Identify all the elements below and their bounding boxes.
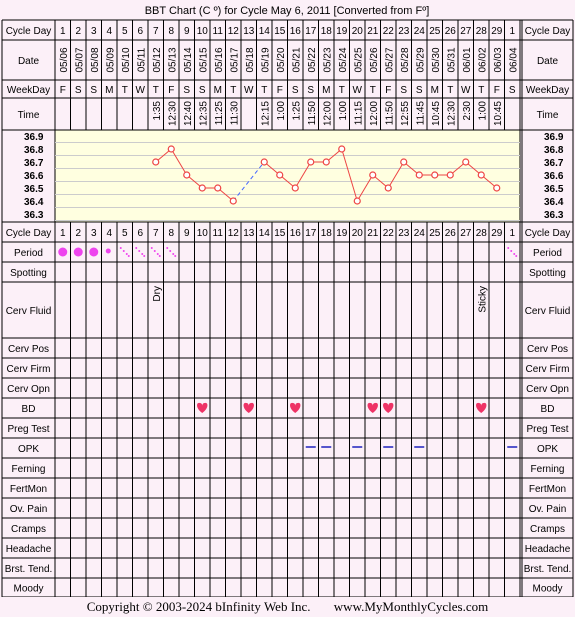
date-label: 05/19 xyxy=(260,47,272,73)
cycle-day-label: 21 xyxy=(367,228,379,239)
right-headache-label: Headache xyxy=(524,544,571,555)
temp-point xyxy=(292,185,298,191)
cycle-day-label: 22 xyxy=(382,26,394,37)
date-label: 06/03 xyxy=(492,47,504,73)
date-label: 05/22 xyxy=(306,47,318,73)
cycle-day-label: 25 xyxy=(429,26,441,37)
left-cycle-day-label: Cycle Day xyxy=(5,228,52,239)
cycle-day-label: 13 xyxy=(243,228,255,239)
date-label: 05/23 xyxy=(322,47,334,73)
time-label: 1:25 xyxy=(291,101,303,121)
time-label: 10:45 xyxy=(492,101,504,127)
cycle-day-label: 23 xyxy=(398,26,410,37)
period-spot-dot xyxy=(151,247,153,249)
left-brst-tend-label: Brst. Tend. xyxy=(4,564,53,575)
period-heavy-marker xyxy=(89,248,98,257)
weekday-label: W xyxy=(352,85,362,96)
cycle-day-label: 17 xyxy=(305,228,317,239)
right-moody-label: Moody xyxy=(532,583,563,595)
date-label: 05/30 xyxy=(430,47,442,73)
cycle-day-label: 29 xyxy=(491,26,503,37)
right-ov-pain-label: Ov. Pain xyxy=(528,504,567,515)
period-spot-dot xyxy=(159,255,161,257)
left-preg-test-label: Preg Test xyxy=(7,424,50,435)
cycle-day-label: 4 xyxy=(106,26,113,37)
temp-point xyxy=(215,185,221,191)
date-label: 05/09 xyxy=(105,47,117,73)
cycle-day-label: 17 xyxy=(305,26,317,37)
date-label: 05/31 xyxy=(446,47,458,73)
temp-point xyxy=(463,159,469,165)
cycle-day-label: 12 xyxy=(227,228,239,239)
cycle-day-label: 15 xyxy=(274,26,286,37)
period-spot-dot xyxy=(154,250,156,252)
date-label: 05/20 xyxy=(275,47,287,73)
chart-title: BBT Chart (C º) for Cycle May 6, 2011 [Converted from Fº] xyxy=(144,5,430,17)
cycle-day-label: 12 xyxy=(227,26,239,37)
time-label: 11:50 xyxy=(384,101,396,126)
weekday-label: M xyxy=(430,85,439,96)
cycle-day-label: 7 xyxy=(152,26,159,37)
temp-point xyxy=(199,185,205,191)
date-label: 06/04 xyxy=(508,47,520,73)
date-label: 06/01 xyxy=(461,47,473,73)
time-label: 12:15 xyxy=(260,101,272,127)
time-label: 1:00 xyxy=(275,101,287,121)
weekday-label: T xyxy=(447,85,454,96)
time-label: 11:45 xyxy=(415,101,427,126)
cycle-day-label: 19 xyxy=(336,228,348,239)
weekday-label: T xyxy=(121,85,128,96)
time-label: 12:55 xyxy=(399,101,411,127)
temp-tick-label: 36.4 xyxy=(544,197,564,208)
temp-tick-label: 36.3 xyxy=(24,210,44,221)
weekday-label: F xyxy=(59,85,66,96)
left-ov-pain-label: Ov. Pain xyxy=(9,504,48,515)
cycle-day-label: 5 xyxy=(121,228,128,239)
time-label: 12:00 xyxy=(368,101,380,127)
temp-tick-label: 36.7 xyxy=(544,158,564,169)
cycle-day-label: 9 xyxy=(183,26,190,37)
time-label: 11:15 xyxy=(353,101,365,126)
weekday-label: S xyxy=(400,85,408,96)
left-ferning-label: Ferning xyxy=(11,464,46,475)
cycle-day-label: 8 xyxy=(168,228,175,239)
weekday-label: S xyxy=(508,85,516,96)
temp-point xyxy=(385,185,391,191)
date-label: 05/15 xyxy=(198,47,210,73)
temp-point xyxy=(478,172,484,178)
temp-tick-label: 36.3 xyxy=(544,210,564,221)
weekday-label: W xyxy=(461,85,471,96)
cycle-day-label: 19 xyxy=(336,26,348,37)
left-spotting-label: Spotting xyxy=(10,268,47,279)
right-bd-label: BD xyxy=(540,404,555,415)
temp-tick-label: 36.5 xyxy=(24,184,44,195)
bd-heart-icon xyxy=(290,403,300,413)
cycle-day-label: 20 xyxy=(351,228,363,239)
temp-tick-label: 36.7 xyxy=(24,158,44,169)
cycle-day-label: 4 xyxy=(106,228,113,239)
cycle-day-label: 27 xyxy=(460,26,472,37)
temp-point xyxy=(153,159,159,165)
cycle-day-label: 7 xyxy=(152,228,159,239)
cycle-day-label: 6 xyxy=(137,26,144,37)
temp-tick-label: 36.9 xyxy=(544,132,564,143)
cycle-day-label: 10 xyxy=(196,228,208,239)
cycle-day-label: 24 xyxy=(413,228,425,239)
weekday-label: T xyxy=(261,85,268,96)
cycle-day-label: 9 xyxy=(183,228,190,239)
weekday-label: T xyxy=(338,85,345,96)
cycle-day-label: 5 xyxy=(121,26,128,37)
date-label: 05/26 xyxy=(368,47,380,73)
right-cerv-pos-label: Cerv Pos xyxy=(526,344,569,355)
temp-tick-label: 36.5 xyxy=(544,184,564,195)
right-spotting-label: Spotting xyxy=(529,268,566,279)
cycle-day-label: 6 xyxy=(137,228,144,239)
time-label: 1:35 xyxy=(151,101,163,121)
left-fertmon-label: FertMon xyxy=(9,484,48,495)
left-period-label: Period xyxy=(14,248,43,259)
date-label: 05/16 xyxy=(213,47,225,73)
time-label: 11:50 xyxy=(306,101,318,126)
right-opk-label: OPK xyxy=(536,444,559,455)
right-period-label: Period xyxy=(533,248,562,259)
cycle-day-label: 24 xyxy=(413,26,425,37)
time-label: 11:30 xyxy=(229,101,241,126)
temp-point xyxy=(432,172,438,178)
cycle-day-label: 18 xyxy=(320,26,332,37)
period-spot-dot xyxy=(507,247,509,249)
time-label: 10:45 xyxy=(430,101,442,127)
period-spot-dot xyxy=(169,250,171,252)
date-label: 05/08 xyxy=(89,47,101,73)
period-spot-dot xyxy=(123,250,125,252)
temp-point xyxy=(494,185,500,191)
weekday-label: S xyxy=(307,85,315,96)
weekday-label: S xyxy=(90,85,98,96)
cycle-day-label: 18 xyxy=(320,228,332,239)
cycle-day-label: 14 xyxy=(258,26,270,37)
cycle-day-label: 8 xyxy=(168,26,175,37)
time-label: 1:00 xyxy=(477,101,489,121)
time-label: 12:30 xyxy=(167,101,179,127)
right-cerv-firm-label: Cerv Firm xyxy=(525,364,570,375)
time-label: 12:30 xyxy=(446,101,458,127)
weekday-label: S xyxy=(183,85,191,96)
cycle-day-label: 20 xyxy=(351,26,363,37)
cerv-fluid-label: Dry xyxy=(151,286,163,302)
cycle-day-label: 1 xyxy=(509,228,516,239)
time-label: 12:00 xyxy=(322,101,334,127)
right-date-label: Date xyxy=(536,56,559,67)
date-label: 05/27 xyxy=(384,47,396,73)
left-weekday-label: WeekDay xyxy=(6,85,51,96)
cycle-day-label: 29 xyxy=(491,228,503,239)
time-label: 12:35 xyxy=(198,101,210,127)
period-spot-dot xyxy=(126,253,128,255)
bd-heart-icon xyxy=(383,403,393,413)
date-label: 05/10 xyxy=(120,47,132,73)
left-opk-label: OPK xyxy=(17,444,40,455)
weekday-label: F xyxy=(168,85,175,96)
weekday-label: M xyxy=(322,85,331,96)
right-ferning-label: Ferning xyxy=(530,464,565,475)
period-spot-dot xyxy=(515,255,517,257)
cycle-day-label: 27 xyxy=(460,228,472,239)
period-medium-marker xyxy=(106,249,111,254)
right-preg-test-label: Preg Test xyxy=(526,424,569,435)
cycle-day-label: 1 xyxy=(509,26,516,37)
cycle-day-label: 26 xyxy=(444,228,456,239)
right-cycle-day-label: Cycle Day xyxy=(524,228,571,239)
weekday-label: W xyxy=(135,85,145,96)
left-date-label: Date xyxy=(17,56,40,67)
date-label: 05/13 xyxy=(167,47,179,73)
period-heavy-marker xyxy=(74,248,83,257)
period-spot-dot xyxy=(172,253,174,255)
cycle-day-label: 2 xyxy=(75,228,82,239)
cycle-day-label: 21 xyxy=(367,26,379,37)
left-moody-label: Moody xyxy=(13,583,44,595)
time-label: 11:25 xyxy=(213,101,225,126)
bd-heart-icon xyxy=(244,403,254,413)
cycle-day-label: 15 xyxy=(274,228,286,239)
period-heavy-marker xyxy=(58,248,67,257)
left-bd-label: BD xyxy=(21,404,36,415)
temp-point xyxy=(230,198,236,204)
temp-point xyxy=(184,172,190,178)
left-cramps-label: Cramps xyxy=(10,524,47,535)
date-label: 05/25 xyxy=(353,47,365,73)
right-brst-tend-label: Brst. Tend. xyxy=(523,564,572,575)
cycle-day-label: 22 xyxy=(382,228,394,239)
period-spot-dot xyxy=(120,247,122,249)
temp-point xyxy=(401,159,407,165)
copyright-text: Copyright © 2003-2024 bInfinity Web Inc. xyxy=(86,599,311,614)
weekday-label: F xyxy=(385,85,392,96)
cycle-day-label: 3 xyxy=(90,228,97,239)
date-label: 05/18 xyxy=(244,47,256,73)
period-spot-dot xyxy=(135,247,137,249)
temp-point xyxy=(447,172,453,178)
right-cerv-opn-label: Cerv Opn xyxy=(526,384,569,395)
bd-heart-icon xyxy=(197,403,207,413)
cycle-day-label: 13 xyxy=(243,26,255,37)
date-label: 05/11 xyxy=(136,47,148,73)
weekday-label: T xyxy=(152,85,159,96)
cycle-day-label: 28 xyxy=(475,26,487,37)
cycle-day-label: 2 xyxy=(75,26,82,37)
weekday-label: M xyxy=(213,85,222,96)
right-cramps-label: Cramps xyxy=(529,524,566,535)
temp-point xyxy=(416,172,422,178)
temp-point xyxy=(277,172,283,178)
time-label: 1:00 xyxy=(337,101,349,121)
temp-point xyxy=(370,172,376,178)
temp-point xyxy=(323,159,329,165)
cycle-day-label: 16 xyxy=(289,26,301,37)
period-spot-dot xyxy=(138,250,140,252)
temp-tick-label: 36.6 xyxy=(544,171,564,182)
temp-point xyxy=(339,146,345,152)
left-cerv-fluid-label: Cerv Fluid xyxy=(5,306,52,317)
weekday-label: F xyxy=(276,85,283,96)
bd-heart-icon xyxy=(476,403,486,413)
left-headache-label: Headache xyxy=(5,544,52,555)
temp-tick-label: 36.6 xyxy=(24,171,44,182)
weekday-label: S xyxy=(415,85,423,96)
date-label: 05/24 xyxy=(337,47,349,73)
weekday-label: S xyxy=(74,85,82,96)
cycle-day-label: 26 xyxy=(444,26,456,37)
time-label: 2:30 xyxy=(461,101,473,121)
bd-heart-icon xyxy=(368,403,378,413)
temp-tick-label: 36.9 xyxy=(24,132,44,143)
weekday-label: S xyxy=(198,85,206,96)
date-label: 05/29 xyxy=(415,47,427,73)
period-spot-dot xyxy=(513,253,515,255)
temp-point xyxy=(354,198,360,204)
temp-point xyxy=(168,146,174,152)
cycle-day-label: 3 xyxy=(90,26,97,37)
cycle-day-label: 28 xyxy=(475,228,487,239)
weekday-label: T xyxy=(369,85,376,96)
temp-tick-label: 36.8 xyxy=(24,145,44,156)
cycle-day-label: 1 xyxy=(59,228,66,239)
left-cerv-firm-label: Cerv Firm xyxy=(6,364,51,375)
period-spot-dot xyxy=(141,253,143,255)
left-time-label: Time xyxy=(17,110,40,121)
weekday-label: M xyxy=(105,85,114,96)
cycle-day-label: 16 xyxy=(289,228,301,239)
site-link[interactable]: www.MyMonthlyCycles.com xyxy=(333,599,489,614)
temp-tick-label: 36.4 xyxy=(24,197,44,208)
weekday-label: F xyxy=(493,85,500,96)
date-label: 05/21 xyxy=(291,47,303,73)
temp-tick-label: 36.8 xyxy=(544,145,564,156)
temp-point xyxy=(308,159,314,165)
time-label: 12:40 xyxy=(182,101,194,127)
date-label: 05/06 xyxy=(58,47,70,73)
date-label: 05/14 xyxy=(182,47,194,73)
left-cycle-day-label: Cycle Day xyxy=(5,26,52,37)
period-spot-dot xyxy=(166,247,168,249)
cerv-fluid-label: Sticky xyxy=(477,286,489,313)
cycle-day-label: 10 xyxy=(196,26,208,37)
weekday-label: W xyxy=(244,85,254,96)
footer xyxy=(0,597,575,617)
cycle-day-label: 11 xyxy=(212,26,223,37)
right-cycle-day-label: Cycle Day xyxy=(524,26,571,37)
weekday-label: T xyxy=(230,85,237,96)
cycle-day-label: 11 xyxy=(212,228,223,239)
cycle-day-label: 14 xyxy=(258,228,270,239)
date-label: 05/12 xyxy=(151,47,163,73)
left-cerv-pos-label: Cerv Pos xyxy=(7,344,50,355)
date-label: 05/17 xyxy=(229,47,241,73)
right-fertmon-label: FertMon xyxy=(528,484,567,495)
temp-point xyxy=(261,159,267,165)
period-spot-dot xyxy=(510,250,512,252)
cycle-day-label: 1 xyxy=(59,26,66,37)
period-spot-dot xyxy=(157,253,159,255)
cycle-day-label: 25 xyxy=(429,228,441,239)
period-spot-dot xyxy=(143,255,145,257)
date-label: 06/02 xyxy=(477,47,489,73)
period-spot-dot xyxy=(128,255,130,257)
right-time-label: Time xyxy=(536,110,559,121)
left-cerv-opn-label: Cerv Opn xyxy=(7,384,50,395)
weekday-label: T xyxy=(478,85,485,96)
period-spot-dot xyxy=(174,255,176,257)
date-label: 05/07 xyxy=(74,47,86,73)
right-weekday-label: WeekDay xyxy=(525,85,570,96)
date-label: 05/28 xyxy=(399,47,411,73)
right-cerv-fluid-label: Cerv Fluid xyxy=(524,306,571,317)
weekday-label: S xyxy=(291,85,299,96)
cycle-day-label: 23 xyxy=(398,228,410,239)
